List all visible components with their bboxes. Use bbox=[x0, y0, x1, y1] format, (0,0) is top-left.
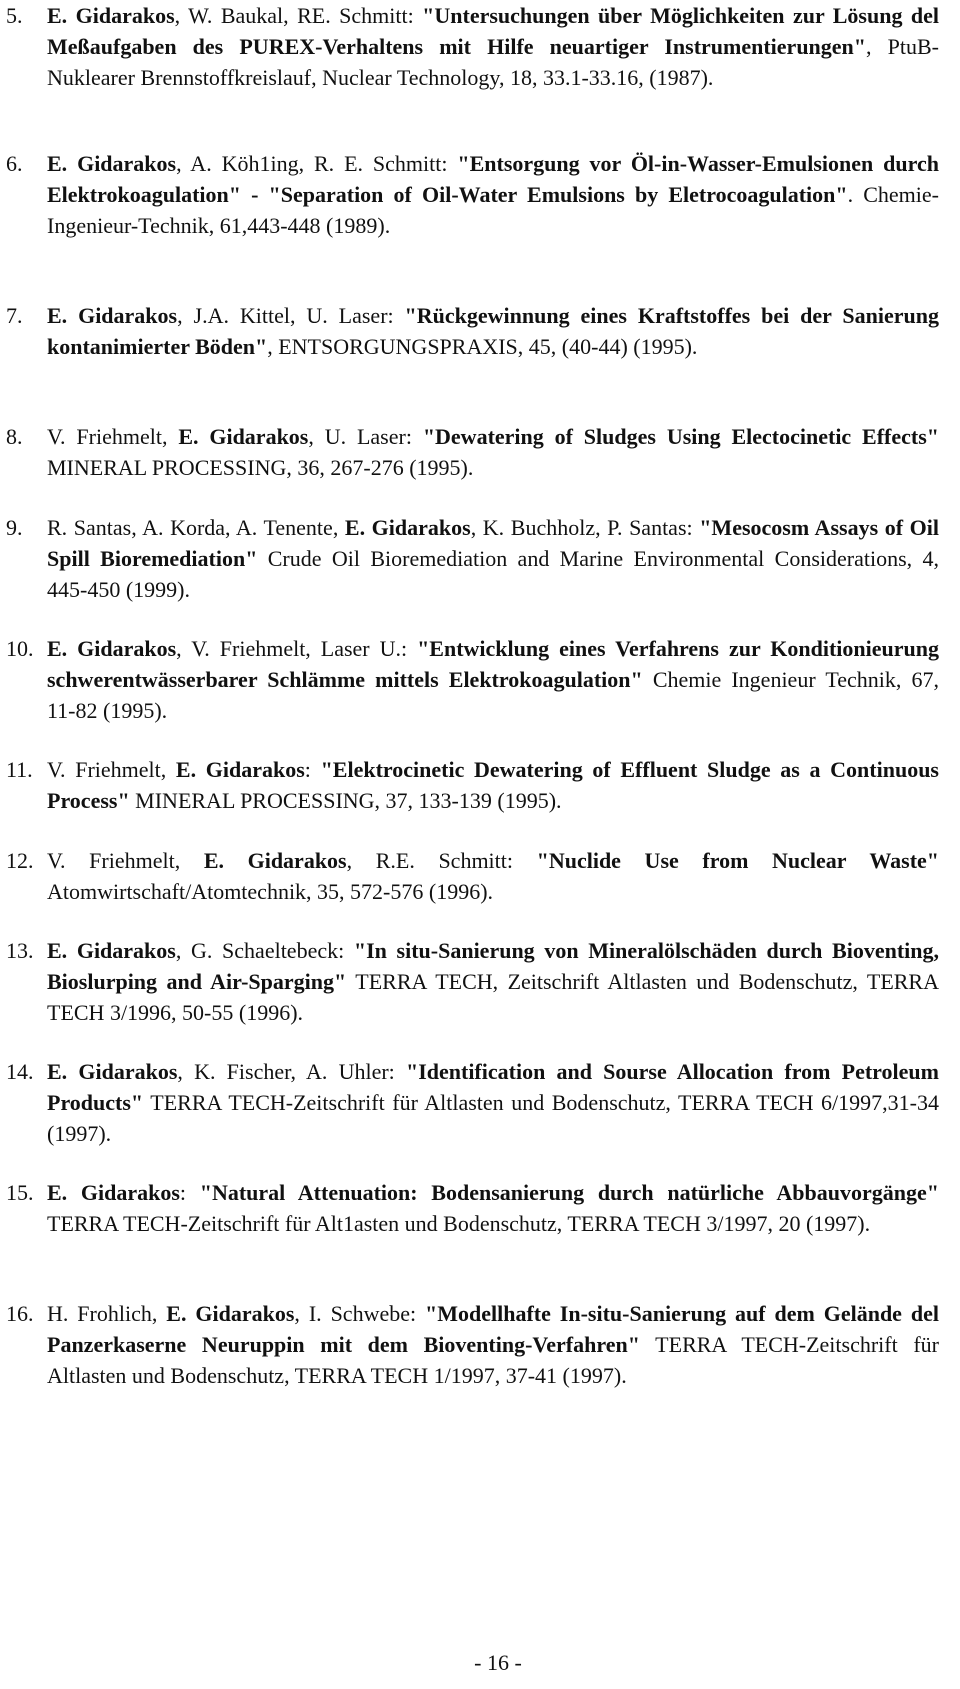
reference-text bbox=[47, 148, 939, 241]
reference-text bbox=[47, 421, 939, 483]
reference-plain-text: , U. Laser: bbox=[308, 424, 423, 449]
reference-bold-text: E. Gidarakos bbox=[47, 1180, 180, 1205]
reference-plain-text: , K. Fischer, A. Uhler: bbox=[177, 1059, 406, 1084]
reference-plain-text: . Chemie-Ingenieur-Technik, 61,443-448 (1989). bbox=[47, 182, 939, 238]
reference-plain-text: TERRA TECH-Zeitschrift für Altlasten und Bodenschutz, TERRA TECH 1/1997, 37-41 (1997). bbox=[47, 1332, 939, 1388]
reference-text bbox=[47, 754, 939, 816]
reference-bold-text: "Modellhafte In-situ-Sanierung auf dem Gelände del Panzerkaserne Neuruppin mit dem Bioventing-Verfahren" bbox=[47, 1301, 939, 1357]
reference-number: 15. bbox=[6, 1180, 34, 1205]
reference-bold-text: E. Gidarakos bbox=[47, 1059, 178, 1084]
reference-number: 9. bbox=[6, 515, 23, 540]
reference-bold-text: E. Gidarakos bbox=[47, 151, 177, 176]
reference-bold-text: "Mesocosm Assays of Oil Spill Bioremediation" bbox=[47, 515, 939, 571]
reference-number: 8. bbox=[6, 424, 23, 449]
reference-bold-text: E. Gidarakos bbox=[47, 303, 178, 328]
reference-text bbox=[47, 1177, 939, 1239]
reference-number: 16. bbox=[6, 1301, 34, 1326]
reference-plain-text: TERRA TECH-Zeitschrift für Altlasten und Bodenschutz, TERRA TECH 6/1997,31-34 (1997). bbox=[47, 1090, 939, 1146]
reference-plain-text: V. Friehmelt, bbox=[47, 424, 179, 449]
reference-plain-text: , W. Baukal, RE. Schmitt: bbox=[174, 3, 423, 28]
reference-plain-text: MINERAL PROCESSING, 37, 133-139 (1995). bbox=[129, 788, 562, 813]
reference-plain-text: , ENTSORGUNGSPRAXIS, 45, (40-44) (1995). bbox=[267, 334, 698, 359]
reference-plain-text: Atomwirtschaft/Atomtechnik, 35, 572-576 (1996). bbox=[47, 879, 494, 904]
reference-plain-text: : bbox=[179, 1180, 200, 1205]
reference-number: 5. bbox=[6, 3, 23, 28]
reference-number: 14. bbox=[6, 1059, 34, 1084]
reference-bold-text: "Nuclide Use from Nuclear Waste" bbox=[536, 848, 939, 873]
reference-plain-text: , V. Friehmelt, Laser U.: bbox=[176, 636, 418, 661]
reference-text bbox=[47, 1056, 939, 1149]
reference-plain-text: , I. Schwebe: bbox=[294, 1301, 426, 1326]
reference-plain-text: TERRA TECH-Zeitschrift für Alt1asten und Bodenschutz, TERRA TECH 3/1997, 20 (1997). bbox=[47, 1211, 871, 1236]
reference-plain-text: V. Friehmelt, bbox=[47, 757, 176, 782]
reference-plain-text: , PtuB-Nuklearer Brennstoffkreislauf, Nuclear Technology, 18, 33.1-33.16, (1987). bbox=[47, 34, 939, 90]
reference-plain-text: V. Friehmelt, bbox=[47, 848, 204, 873]
reference-plain-text: Crude Oil Bioremediation and Marine Environmental Considerations, 4, 445-450 (1999). bbox=[47, 546, 939, 602]
reference-number: 10. bbox=[6, 636, 34, 661]
reference-plain-text: H. Frohlich, bbox=[47, 1301, 167, 1326]
reference-bold-text: "In situ-Sanierung von Mineralölschäden durch Bioventing, Bioslurping and Air-Sparging" bbox=[47, 938, 939, 994]
reference-bold-text: "Natural Attenuation: Bodensanierung durch natürliche Abbauvorgänge" bbox=[199, 1180, 939, 1205]
reference-bold-text: "Dewatering of Sludges Using Electocinetic Effects" bbox=[422, 424, 940, 449]
reference-bold-text: E. Gidarakos bbox=[178, 424, 309, 449]
reference-number: 12. bbox=[6, 848, 34, 873]
reference-bold-text: E. Gidarakos bbox=[344, 515, 471, 540]
reference-bold-text: E. Gidarakos bbox=[47, 3, 175, 28]
reference-number: 6. bbox=[6, 151, 23, 176]
reference-number: 11. bbox=[6, 757, 33, 782]
reference-plain-text: , R.E. Schmitt: bbox=[346, 848, 537, 873]
reference-bold-text: "Entwicklung eines Verfahrens zur Konditionieurung schwerentwässerbarer Schlämme mittels Elektrokoagulation" bbox=[47, 636, 939, 692]
reference-bold-text: E. Gidarakos bbox=[47, 938, 176, 963]
page-number: - 16 - bbox=[474, 1650, 522, 1675]
reference-text bbox=[47, 633, 939, 726]
reference-bold-text: E. Gidarakos bbox=[175, 757, 305, 782]
reference-plain-text: MINERAL PROCESSING, 36, 267-276 (1995). bbox=[47, 455, 474, 480]
reference-bold-text: "Untersuchungen über Möglichkeiten zur Lösung del Meßaufgaben des PUREX-Verhaltens mit Hilfe neuartiger Instrumentierungen" bbox=[47, 3, 939, 59]
reference-plain-text: R. Santas, A. Korda, A. Tenente, bbox=[47, 515, 345, 540]
reference-text bbox=[47, 300, 939, 362]
reference-bold-text: "Elektrocinetic Dewatering of Effluent Sludge as a Continuous Process" bbox=[47, 757, 939, 813]
reference-number: 13. bbox=[6, 938, 34, 963]
reference-bold-text: "Rückgewinnung eines Kraftstoffes bei der Sanierung kontanimierter Böden" bbox=[47, 303, 940, 359]
reference-text bbox=[47, 0, 939, 93]
reference-plain-text: : bbox=[304, 757, 321, 782]
reference-text bbox=[47, 512, 939, 605]
reference-bold-text: "Entsorgung vor Öl-in-Wasser-Emulsionen durch Elektrokoagulation" - "Separation of Oil-Water Emulsions by Eletrocoagulation" bbox=[47, 151, 939, 207]
reference-plain-text: , K. Buchholz, P. Santas: bbox=[470, 515, 700, 540]
reference-text bbox=[47, 845, 939, 907]
reference-plain-text: , A. Köh1ing, R. E. Schmitt: bbox=[176, 151, 458, 176]
reference-bold-text: E. Gidarakos bbox=[166, 1301, 295, 1326]
reference-bold-text: E. Gidarakos bbox=[203, 848, 347, 873]
reference-bold-text: "Identification and Sourse Allocation from Petroleum Products" bbox=[47, 1059, 939, 1115]
reference-bold-text: E. Gidarakos bbox=[47, 636, 177, 661]
reference-plain-text: , J.A. Kittel, U. Laser: bbox=[177, 303, 405, 328]
reference-plain-text: Chemie Ingenieur Technik, 67, 11-82 (1995). bbox=[47, 667, 939, 723]
reference-text bbox=[47, 1298, 939, 1391]
reference-plain-text: , G. Schaeltebeck: bbox=[175, 938, 354, 963]
reference-plain-text: TERRA TECH, Zeitschrift Altlasten und Bodenschutz, TERRA TECH 3/1996, 50-55 (1996). bbox=[47, 969, 939, 1025]
reference-text bbox=[47, 935, 939, 1028]
reference-number: 7. bbox=[6, 303, 23, 328]
